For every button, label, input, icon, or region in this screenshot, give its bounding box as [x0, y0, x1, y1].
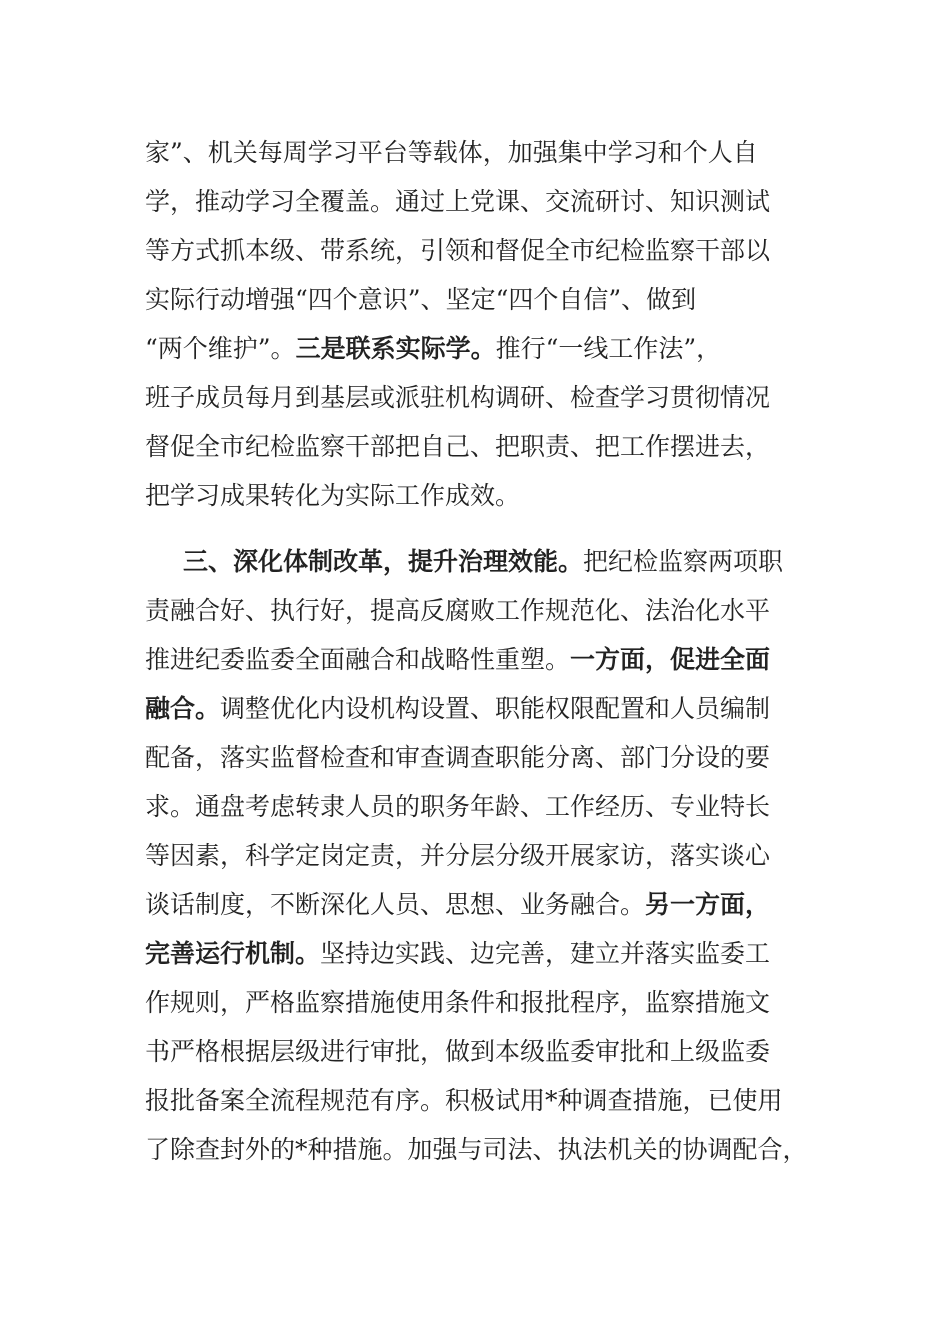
text-run: 坚持边实践、边完善，建立并落实监委工	[320, 939, 771, 968]
text-line	[145, 324, 815, 373]
text-run: “两个维护”。	[145, 334, 296, 363]
text-line	[145, 635, 815, 684]
text-line: 把学习成果转化为实际工作成效。	[145, 481, 521, 510]
text-line: 等方式抓本级、带系统，引领和督促全市纪检监察干部以	[145, 236, 771, 265]
text-run: 把纪检监察两项职	[583, 547, 784, 576]
text-line: 报批备案全流程规范有序。积极试用*种调查措施，已使用	[145, 1086, 783, 1115]
text-line: 作规则，严格监察措施使用条件和报批程序，监察措施文	[145, 988, 771, 1017]
text-run: 推进纪委监委全面融合和战略性重塑。	[145, 645, 571, 674]
text-line: 等因素，科学定岗定责，并分层分级开展家访，落实谈心	[145, 841, 771, 870]
text-run: 调整优化内设机构设置、职能权限配置和人员编制	[220, 694, 771, 723]
bold-heading: 一方面，促进全面	[570, 645, 771, 674]
text-line: 书严格根据层级进行审批，做到本级监委审批和上级监委	[145, 1037, 771, 1066]
text-line: 责融合好、执行好，提高反腐败工作规范化、法治化水平	[145, 596, 771, 625]
bold-heading: 另一方面，	[645, 890, 771, 919]
bold-heading: 融合。	[145, 694, 221, 723]
text-line: 家”、机关每周学习平台等载体，加强集中学习和个人自	[145, 138, 758, 167]
text-line: 实际行动增强“四个意识”、坚定“四个自信”、做到	[145, 285, 697, 314]
text-run: 谈话制度，不断深化人员、思想、业务融合。	[145, 890, 646, 919]
text-line: 督促全市纪检监察干部把自己、把职责、把工作摆进去，	[145, 432, 771, 461]
bold-heading: 完善运行机制。	[145, 939, 321, 968]
text-line: 求。通盘考虑转隶人员的职务年龄、工作经历、专业特长	[145, 792, 771, 821]
paragraph-study	[145, 128, 815, 520]
text-line	[145, 880, 815, 929]
text-line	[145, 929, 815, 978]
section-heading: 三、深化体制改革，提升治理效能。	[183, 547, 584, 576]
text-line: 班子成员每月到基层或派驻机构调研、检查学习贯彻情况	[145, 383, 771, 412]
text-run: 推行“一线工作法”，	[495, 334, 722, 363]
text-line	[145, 537, 815, 586]
paragraph-reform	[145, 537, 815, 1174]
bold-heading: 三是联系实际学。	[295, 334, 496, 363]
text-line: 配备，落实监督检查和审查调查职能分离、部门分设的要	[145, 743, 771, 772]
text-line: 了除查封外的*种措施。加强与司法、执法机关的协调配合，	[145, 1135, 808, 1164]
text-line: 学，推动学习全覆盖。通过上党课、交流研讨、知识测试	[145, 187, 771, 216]
text-line	[145, 684, 815, 733]
